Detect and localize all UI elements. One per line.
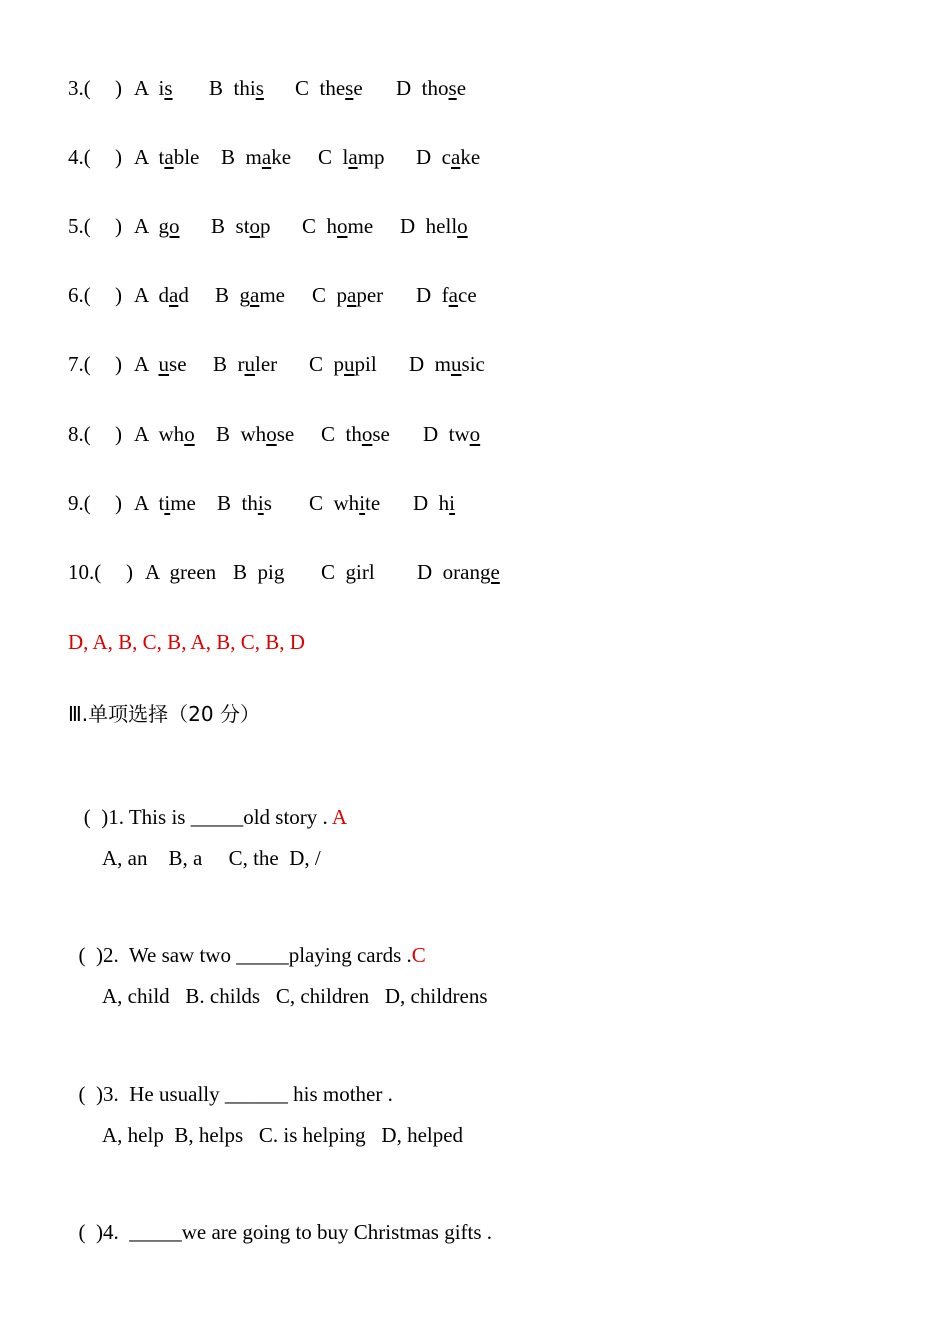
underlined-letters: s [345,76,354,100]
option-letter: C [302,214,327,238]
option [417,558,500,586]
word-part: m [434,352,452,376]
underlined-letters: o [469,422,481,446]
word-part: st [235,214,250,238]
question-number: 9.( [68,491,91,515]
option-letter: D [416,145,442,169]
word-part: wh [158,422,185,446]
phonics-question-3 [68,74,467,102]
underlined-letters: i [449,491,456,515]
underlined-letters: o [361,422,373,446]
word-part: wh [240,422,267,446]
word-part: p [260,214,271,238]
word-part: te [365,491,381,515]
word-part: oran [442,560,480,584]
option [221,143,291,171]
option-letter: A [145,560,170,584]
underlined-letters: ge [480,560,500,584]
word-part: ke [460,145,481,169]
option [416,281,477,309]
option-letter: C [309,352,334,376]
option [215,281,285,309]
question-number: 4.( [68,145,91,169]
option [134,74,173,102]
option-letter: C [318,145,343,169]
underlined-letters: g [273,560,285,584]
option-letter: D [400,214,426,238]
option-letter: A [134,214,159,238]
underlined-letters: i [359,491,366,515]
question-number: 6.( [68,283,91,307]
word-part: th [241,491,258,515]
option [213,350,277,378]
option-letter: C [309,491,334,515]
underlined-letters: u [344,352,355,376]
word-part: e [456,76,467,100]
mc-question-2 [68,913,426,969]
option-letter: D [396,76,422,100]
word-part: p [336,283,348,307]
word-part: per [356,283,384,307]
mc-options-1: A, an B, a C, the D, / [102,846,321,870]
underlined-letters: u [451,352,462,376]
underlined-letters: s [164,76,173,100]
underlined-letters: s [255,76,264,100]
phonics-question-8 [68,420,481,448]
underlined-letters: go [158,214,180,238]
underlined-letters: a [169,283,179,307]
underlined-letters: u [158,352,170,376]
word-part: e [353,76,363,100]
phonics-question-5 [68,212,468,240]
answer-blank: ) [115,283,122,307]
option-letter: A [134,422,159,446]
underlined-letters: i [164,491,171,515]
word-part: sic [461,352,485,376]
underlined-letters: o [457,214,468,238]
option [145,558,216,586]
word-part: tw [448,422,470,446]
option [321,420,390,448]
option [318,143,385,171]
word-part: me [259,283,285,307]
underlined-letters: o [337,214,348,238]
underlined-letters: a [347,283,357,307]
option-letter: B [213,352,238,376]
underlined-letters: a [348,145,358,169]
underlined-letters: u [244,352,256,376]
phonics-question-7 [68,350,485,378]
word-part: wh [333,491,360,515]
answer-blank: ) [115,145,122,169]
word-part: ce [458,283,477,307]
option-letter: B [221,145,246,169]
option [216,420,294,448]
question-stem: ( )2. We saw two _____playing cards . [78,943,412,967]
answer-blank: ) [115,352,122,376]
underlined-letters: s [448,76,457,100]
option [134,350,187,378]
word-part: ble [173,145,200,169]
word-part: f [441,283,449,307]
word-part: se [372,422,390,446]
word-part: h [438,491,450,515]
option [409,350,485,378]
word-part: the [319,76,346,100]
word-part: r [237,352,245,376]
option [309,350,377,378]
word-part: thi [233,76,256,100]
word-part: me [347,214,374,238]
question-number: 5.( [68,214,91,238]
question-stem: ( )3. He usually ______ his mother . [78,1082,393,1106]
option [302,212,373,240]
option-letter: D [423,422,449,446]
option [134,281,189,309]
option [312,281,383,309]
option [423,420,480,448]
question-number: 7.( [68,352,91,376]
question-stem: ( )4. _____we are going to buy Christmas gifts . [78,1220,493,1244]
option-letter: A [134,76,159,100]
option-letter: B [215,283,240,307]
option-letter: B [217,491,242,515]
option [211,212,271,240]
phonics-question-4 [68,143,481,171]
option-letter: B [216,422,241,446]
answer-blank: ) [126,560,133,584]
option-letter: C [312,283,337,307]
option [309,489,380,517]
word-part: me [170,491,196,515]
word-part: reen [180,560,217,584]
underlined-letters: a [451,145,461,169]
word-part: ler [255,352,278,376]
option-letter: A [134,283,159,307]
word-part: c [441,145,451,169]
underlined-letters: i [257,491,264,515]
underlined-letters: o [266,422,277,446]
section-heading: Ⅲ.单项选择（20 分） [68,702,260,726]
answer-blank: ) [115,76,122,100]
question-number: 10.( [68,560,102,584]
option [134,143,199,171]
option [295,74,363,102]
option-letter: C [321,422,346,446]
word-part: irl [356,560,375,584]
option [416,143,480,171]
question-stem: ( )1. This is _____old story . [78,805,332,829]
option-letter: D [417,560,443,584]
underlined-letters: o [249,214,261,238]
phonics-question-9 [68,489,456,517]
option [233,558,284,586]
option [134,212,180,240]
mc-question-3 [68,1052,393,1108]
underlined-letters: a [261,145,272,169]
answer-blank: ) [115,491,122,515]
question-number: 3.( [68,76,91,100]
question-number: 8.( [68,422,91,446]
phonics-question-6 [68,281,477,309]
word-part: mp [357,145,385,169]
phonics-answer-key: D, A, B, C, B, A, B, C, B, D [68,630,305,654]
option-letter: A [134,145,159,169]
word-part: p [333,352,345,376]
answer-blank: ) [115,214,122,238]
option-letter: C [295,76,320,100]
question-answer: C [411,943,426,967]
option-letter: B [211,214,236,238]
option [413,489,455,517]
underlined-letters: a [164,145,174,169]
underlined-letters: a [448,283,458,307]
word-part: d [158,283,170,307]
option-letter: C [321,560,346,584]
word-part: g [239,283,251,307]
mc-question-4 [68,1190,492,1246]
underlined-letters: o [184,422,195,446]
word-part: se [169,352,187,376]
word-part: l [342,145,349,169]
option [134,489,196,517]
underlined-letters: a [250,283,260,307]
option-letter: A [134,491,159,515]
option [134,420,195,448]
word-part: i [158,76,165,100]
word-part: tho [421,76,449,100]
option [217,489,272,517]
mc-question-1 [68,775,347,831]
option [209,74,264,102]
option-letter: D [413,491,439,515]
word-part: m [245,145,262,169]
option [400,212,468,240]
question-answer: A [331,805,348,829]
option-letter: B [209,76,234,100]
mc-options-3: A, help B, helps C. is helping D, helped [102,1123,464,1147]
underlined-letters: g [345,560,357,584]
word-part: h [326,214,338,238]
option-letter: D [409,352,435,376]
word-part: t [158,491,165,515]
word-part: pi [257,560,274,584]
option [321,558,375,586]
mc-options-2: A, child B. childs C, children D, childrens [102,984,488,1008]
underlined-letters: g [169,560,181,584]
word-part: pil [354,352,377,376]
word-part: se [276,422,295,446]
phonics-question-10 [68,558,500,586]
option-letter: A [134,352,159,376]
word-part: th [345,422,362,446]
option [396,74,466,102]
answer-blank: ) [115,422,122,446]
option-letter: D [416,283,442,307]
word-part: d [178,283,189,307]
word-part: s [263,491,272,515]
word-part: hell [425,214,458,238]
word-part: t [158,145,165,169]
option-letter: B [233,560,258,584]
word-part: ke [271,145,292,169]
